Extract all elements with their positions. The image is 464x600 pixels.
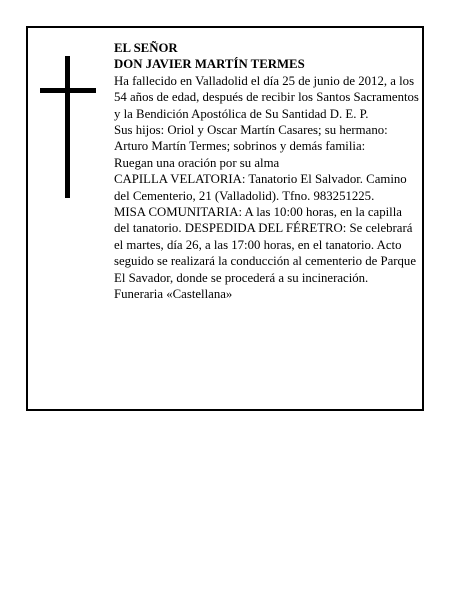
notice-family: Sus hijos: Oriol y Oscar Martín Casares; su hermano: Arturo Martín Termes; sobrinos y demás familia: — [114, 123, 388, 154]
notice-title-name: DON JAVIER MARTÍN TERMES — [114, 57, 305, 72]
notice-mass-and-farewell: MISA COMUNITARIA: A las 10:00 horas, en la capilla del tanatorio. DESPEDIDA DEL FÉRETRO: Se celebrará el martes, día 26, a las 17:00 horas, en el tanatorio. Acto seguido se realizará la conducción al cementerio de Parque El Savador, donde se procederá a su incineración. — [114, 205, 417, 285]
notice-prayer-request: Ruegan una oración por su alma — [114, 155, 280, 170]
cross-icon — [40, 56, 96, 198]
notice-title-line1: EL SEÑOR — [114, 41, 178, 55]
notice-wake-chapel: CAPILLA VELATORIA: Tanatorio El Salvador. Camino del Cementerio, 21 (Valladolid). Tfno. 983251225. — [114, 172, 407, 203]
cross-vertical-bar — [65, 56, 70, 198]
obituary-notice — [26, 26, 424, 411]
cross-horizontal-bar — [40, 88, 96, 93]
notice-funeral-home: Funeraria «Castellana» — [114, 287, 233, 302]
notice-text — [114, 40, 420, 303]
notice-death-announcement: Ha fallecido en Valladolid el día 25 de junio de 2012, a los 54 años de edad, después de recibir los Santos Sacramentos y la Bendición Apostólica de Su Santidad D. E. P. — [114, 73, 419, 121]
